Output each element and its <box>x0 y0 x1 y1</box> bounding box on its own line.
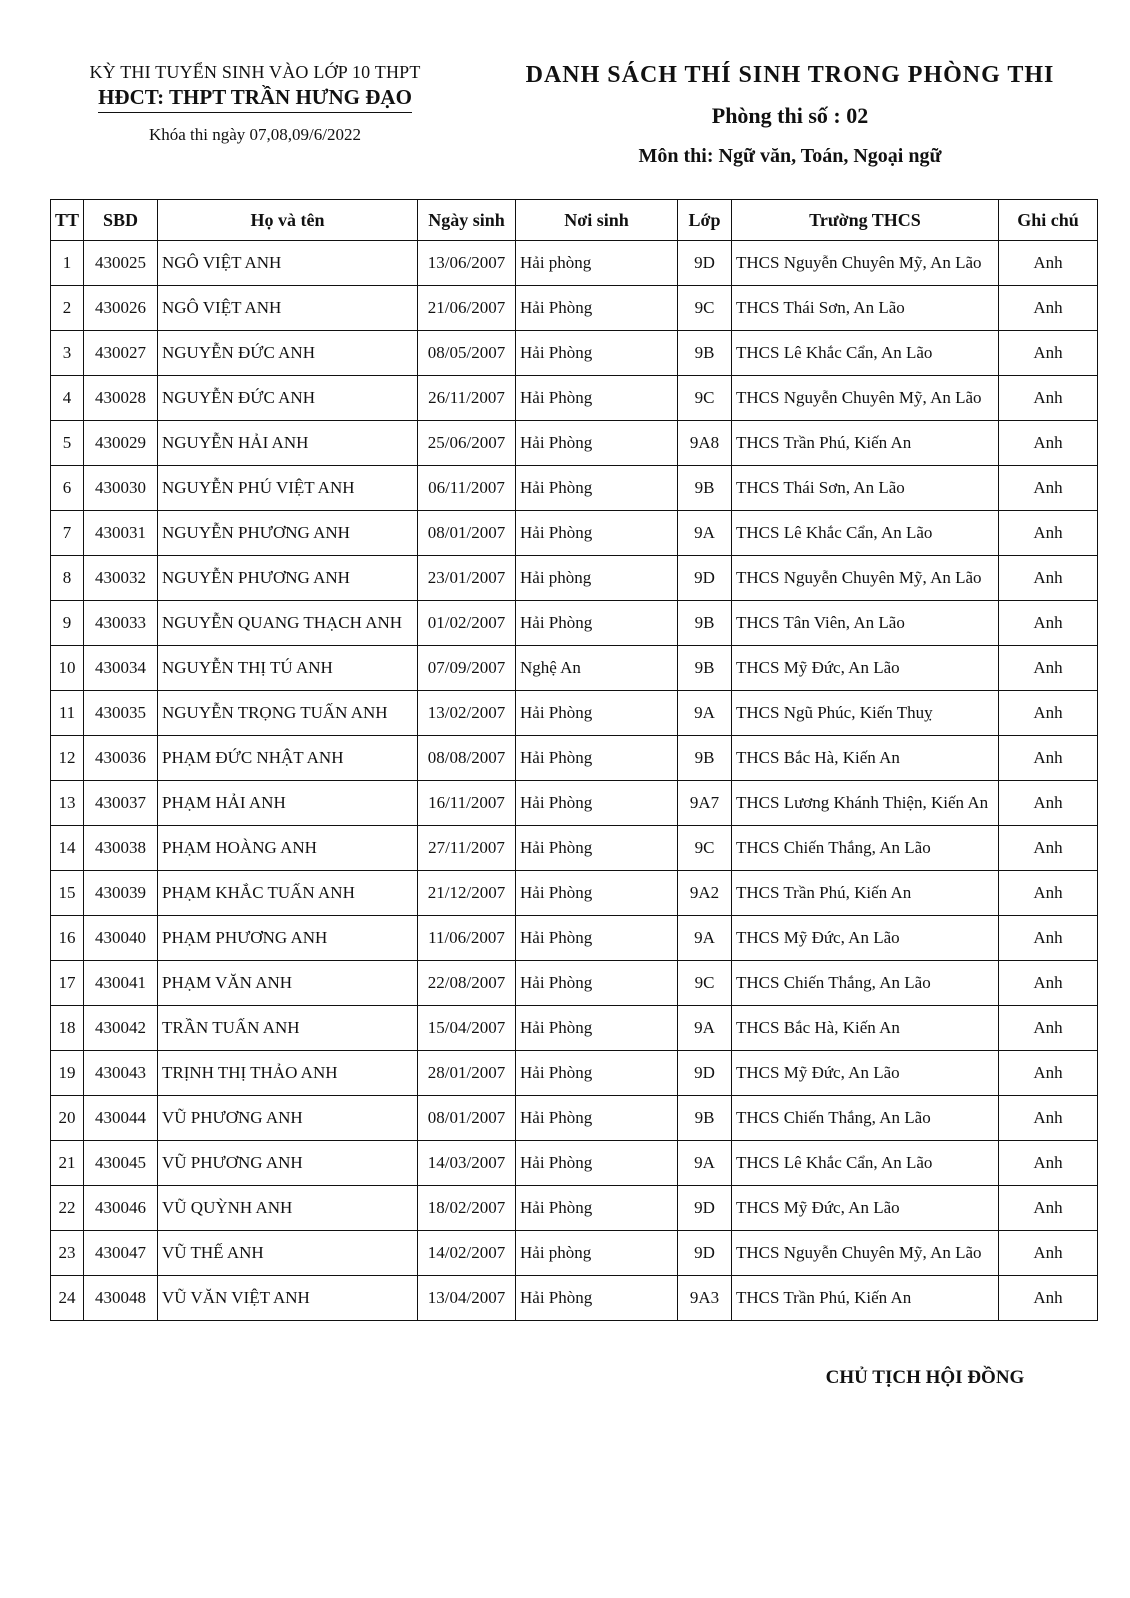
cell-dob: 28/01/2007 <box>418 1051 516 1096</box>
cell-dob: 11/06/2007 <box>418 916 516 961</box>
cell-class: 9D <box>678 1186 732 1231</box>
exam-name: KỲ THI TUYỂN SINH VÀO LỚP 10 THPT <box>89 62 421 82</box>
cell-class: 9B <box>678 466 732 511</box>
cell-pob: Hải Phòng <box>516 871 678 916</box>
cell-school: THCS Mỹ Đức, An Lão <box>732 1051 999 1096</box>
cell-sbd: 430032 <box>84 556 158 601</box>
cell-class: 9A <box>678 916 732 961</box>
cell-pob: Hải Phòng <box>516 1141 678 1186</box>
cell-school: THCS Chiến Thắng, An Lão <box>732 826 999 871</box>
table-row <box>51 1006 1098 1051</box>
cell-school: THCS Chiến Thắng, An Lão <box>732 961 999 1006</box>
table-row <box>51 376 1098 421</box>
cell-dob: 16/11/2007 <box>418 781 516 826</box>
cell-tt: 21 <box>51 1141 84 1186</box>
cell-class: 9B <box>678 331 732 376</box>
cell-class: 9D <box>678 241 732 286</box>
cell-note: Anh <box>999 241 1098 286</box>
table-row <box>51 1186 1098 1231</box>
cell-note: Anh <box>999 826 1098 871</box>
cell-class: 9A <box>678 1141 732 1186</box>
header-right <box>500 62 1080 168</box>
table-row <box>51 421 1098 466</box>
table-header-row <box>51 200 1098 241</box>
cell-dob: 14/03/2007 <box>418 1141 516 1186</box>
table-row <box>51 871 1098 916</box>
cell-class: 9A <box>678 691 732 736</box>
table-row <box>51 781 1098 826</box>
table-row <box>51 1141 1098 1186</box>
cell-sbd: 430029 <box>84 421 158 466</box>
cell-tt: 5 <box>51 421 84 466</box>
cell-school: THCS Lê Khắc Cẩn, An Lão <box>732 331 999 376</box>
cell-tt: 13 <box>51 781 84 826</box>
cell-tt: 16 <box>51 916 84 961</box>
cell-school: THCS Lương Khánh Thiện, Kiến An <box>732 781 999 826</box>
cell-dob: 23/01/2007 <box>418 556 516 601</box>
cell-tt: 7 <box>51 511 84 556</box>
cell-note: Anh <box>999 331 1098 376</box>
cell-name: NGÔ VIỆT ANH <box>158 286 418 331</box>
cell-sbd: 430048 <box>84 1276 158 1321</box>
cell-note: Anh <box>999 871 1098 916</box>
cell-tt: 22 <box>51 1186 84 1231</box>
cell-tt: 14 <box>51 826 84 871</box>
cell-sbd: 430035 <box>84 691 158 736</box>
cell-name: PHẠM HẢI ANH <box>158 781 418 826</box>
cell-class: 9A <box>678 511 732 556</box>
cell-pob: Hải Phòng <box>516 1006 678 1051</box>
cell-dob: 08/05/2007 <box>418 331 516 376</box>
cell-name: TRỊNH THỊ THẢO ANH <box>158 1051 418 1096</box>
col-header-tt: TT <box>51 200 84 241</box>
cell-school: THCS Trần Phú, Kiến An <box>732 871 999 916</box>
cell-sbd: 430039 <box>84 871 158 916</box>
cell-tt: 12 <box>51 736 84 781</box>
cell-tt: 4 <box>51 376 84 421</box>
cell-sbd: 430040 <box>84 916 158 961</box>
cell-tt: 6 <box>51 466 84 511</box>
cell-class: 9D <box>678 1051 732 1096</box>
cell-dob: 01/02/2007 <box>418 601 516 646</box>
cell-sbd: 430044 <box>84 1096 158 1141</box>
cell-pob: Hải Phòng <box>516 691 678 736</box>
cell-pob: Hải Phòng <box>516 466 678 511</box>
cell-name: NGUYỄN PHÚ VIỆT ANH <box>158 466 418 511</box>
cell-dob: 15/04/2007 <box>418 1006 516 1051</box>
cell-dob: 27/11/2007 <box>418 826 516 871</box>
cell-pob: Hải Phòng <box>516 1276 678 1321</box>
table-row <box>51 961 1098 1006</box>
cell-note: Anh <box>999 736 1098 781</box>
cell-class: 9C <box>678 286 732 331</box>
cell-sbd: 430034 <box>84 646 158 691</box>
cell-tt: 11 <box>51 691 84 736</box>
col-header-dob: Ngày sinh <box>418 200 516 241</box>
cell-note: Anh <box>999 691 1098 736</box>
cell-name: NGUYỄN ĐỨC ANH <box>158 331 418 376</box>
col-header-sbd: SBD <box>84 200 158 241</box>
cell-school: THCS Nguyễn Chuyên Mỹ, An Lão <box>732 556 999 601</box>
cell-class: 9A7 <box>678 781 732 826</box>
cell-pob: Hải Phòng <box>516 1096 678 1141</box>
cell-dob: 13/04/2007 <box>418 1276 516 1321</box>
cell-class: 9B <box>678 646 732 691</box>
col-header-class: Lớp <box>678 200 732 241</box>
cell-name: VŨ QUỲNH ANH <box>158 1186 418 1231</box>
cell-sbd: 430042 <box>84 1006 158 1051</box>
table-row <box>51 331 1098 376</box>
table-row <box>51 1051 1098 1096</box>
table-row <box>51 241 1098 286</box>
cell-class: 9A3 <box>678 1276 732 1321</box>
cell-name: VŨ PHƯƠNG ANH <box>158 1096 418 1141</box>
cell-class: 9A8 <box>678 421 732 466</box>
exam-subjects: Môn thi: Ngữ văn, Toán, Ngoại ngữ <box>638 145 942 167</box>
cell-class: 9A <box>678 1006 732 1051</box>
cell-sbd: 430027 <box>84 331 158 376</box>
candidate-table <box>50 199 1098 1321</box>
table-row <box>51 511 1098 556</box>
cell-tt: 8 <box>51 556 84 601</box>
cell-school: THCS Chiến Thắng, An Lão <box>732 1096 999 1141</box>
table-row <box>51 1231 1098 1276</box>
table-row <box>51 601 1098 646</box>
cell-tt: 20 <box>51 1096 84 1141</box>
cell-dob: 25/06/2007 <box>418 421 516 466</box>
cell-school: THCS Mỹ Đức, An Lão <box>732 1186 999 1231</box>
cell-pob: Hải Phòng <box>516 331 678 376</box>
table-row <box>51 826 1098 871</box>
cell-note: Anh <box>999 646 1098 691</box>
cell-class: 9B <box>678 1096 732 1141</box>
cell-dob: 13/06/2007 <box>418 241 516 286</box>
council-name: HĐCT: THPT TRẦN HƯNG ĐẠO <box>98 85 412 113</box>
cell-pob: Hải Phòng <box>516 736 678 781</box>
table-row <box>51 1096 1098 1141</box>
cell-school: THCS Mỹ Đức, An Lão <box>732 646 999 691</box>
cell-tt: 10 <box>51 646 84 691</box>
document-title: DANH SÁCH THÍ SINH TRONG PHÒNG THI <box>525 62 1055 88</box>
cell-class: 9D <box>678 1231 732 1276</box>
cell-school: THCS Nguyễn Chuyên Mỹ, An Lão <box>732 241 999 286</box>
cell-name: NGUYỄN ĐỨC ANH <box>158 376 418 421</box>
cell-dob: 21/06/2007 <box>418 286 516 331</box>
cell-tt: 24 <box>51 1276 84 1321</box>
cell-dob: 21/12/2007 <box>418 871 516 916</box>
cell-school: THCS Mỹ Đức, An Lão <box>732 916 999 961</box>
cell-name: NGUYỄN PHƯƠNG ANH <box>158 511 418 556</box>
cell-sbd: 430043 <box>84 1051 158 1096</box>
cell-dob: 18/02/2007 <box>418 1186 516 1231</box>
cell-name: PHẠM KHẮC TUẤN ANH <box>158 871 418 916</box>
cell-note: Anh <box>999 1051 1098 1096</box>
cell-sbd: 430045 <box>84 1141 158 1186</box>
cell-school: THCS Tân Viên, An Lão <box>732 601 999 646</box>
table-body <box>51 241 1098 1321</box>
cell-school: THCS Nguyễn Chuyên Mỹ, An Lão <box>732 1231 999 1276</box>
cell-name: NGUYỄN QUANG THẠCH ANH <box>158 601 418 646</box>
cell-tt: 18 <box>51 1006 84 1051</box>
table-row <box>51 466 1098 511</box>
exam-dates: Khóa thi ngày 07,08,09/6/2022 <box>148 125 361 144</box>
cell-school: THCS Trần Phú, Kiến An <box>732 1276 999 1321</box>
cell-name: NGUYỄN HẢI ANH <box>158 421 418 466</box>
cell-dob: 08/08/2007 <box>418 736 516 781</box>
table-row <box>51 691 1098 736</box>
cell-pob: Hải Phòng <box>516 1186 678 1231</box>
table-row <box>51 736 1098 781</box>
cell-note: Anh <box>999 376 1098 421</box>
cell-sbd: 430026 <box>84 286 158 331</box>
cell-note: Anh <box>999 1186 1098 1231</box>
signature-title: CHỦ TỊCH HỘI ĐỒNG <box>825 1367 1025 1388</box>
cell-note: Anh <box>999 916 1098 961</box>
table-row <box>51 646 1098 691</box>
cell-pob: Hải Phòng <box>516 376 678 421</box>
cell-dob: 14/02/2007 <box>418 1231 516 1276</box>
cell-name: PHẠM HOÀNG ANH <box>158 826 418 871</box>
table-row <box>51 1276 1098 1321</box>
cell-school: THCS Lê Khắc Cẩn, An Lão <box>732 1141 999 1186</box>
cell-sbd: 430038 <box>84 826 158 871</box>
cell-dob: 08/01/2007 <box>418 1096 516 1141</box>
room-number: Phòng thi số : 02 <box>711 103 869 128</box>
cell-note: Anh <box>999 1231 1098 1276</box>
cell-note: Anh <box>999 556 1098 601</box>
cell-name: PHẠM ĐỨC NHẬT ANH <box>158 736 418 781</box>
col-header-school: Trường THCS <box>732 200 999 241</box>
cell-note: Anh <box>999 1276 1098 1321</box>
cell-sbd: 430037 <box>84 781 158 826</box>
cell-note: Anh <box>999 421 1098 466</box>
cell-pob: Hải Phòng <box>516 916 678 961</box>
cell-class: 9C <box>678 961 732 1006</box>
cell-name: PHẠM VĂN ANH <box>158 961 418 1006</box>
cell-pob: Hải phòng <box>516 241 678 286</box>
cell-class: 9B <box>678 601 732 646</box>
cell-school: THCS Trần Phú, Kiến An <box>732 421 999 466</box>
cell-dob: 07/09/2007 <box>418 646 516 691</box>
cell-school: THCS Bắc Hà, Kiến An <box>732 1006 999 1051</box>
cell-sbd: 430041 <box>84 961 158 1006</box>
cell-school: THCS Lê Khắc Cẩn, An Lão <box>732 511 999 556</box>
cell-tt: 1 <box>51 241 84 286</box>
cell-note: Anh <box>999 1096 1098 1141</box>
cell-name: VŨ THẾ ANH <box>158 1231 418 1276</box>
cell-sbd: 430031 <box>84 511 158 556</box>
cell-school: THCS Nguyễn Chuyên Mỹ, An Lão <box>732 376 999 421</box>
cell-name: PHẠM PHƯƠNG ANH <box>158 916 418 961</box>
cell-tt: 2 <box>51 286 84 331</box>
cell-name: NGUYỄN TRỌNG TUẤN ANH <box>158 691 418 736</box>
table-row <box>51 286 1098 331</box>
header-left <box>50 62 460 145</box>
cell-dob: 08/01/2007 <box>418 511 516 556</box>
cell-pob: Nghệ An <box>516 646 678 691</box>
cell-note: Anh <box>999 601 1098 646</box>
cell-pob: Hải Phòng <box>516 421 678 466</box>
cell-note: Anh <box>999 466 1098 511</box>
cell-dob: 22/08/2007 <box>418 961 516 1006</box>
cell-sbd: 430028 <box>84 376 158 421</box>
cell-note: Anh <box>999 286 1098 331</box>
cell-dob: 26/11/2007 <box>418 376 516 421</box>
cell-school: THCS Ngũ Phúc, Kiến Thuỵ <box>732 691 999 736</box>
cell-name: NGÔ VIỆT ANH <box>158 241 418 286</box>
cell-name: NGUYỄN PHƯƠNG ANH <box>158 556 418 601</box>
cell-tt: 3 <box>51 331 84 376</box>
cell-class: 9A2 <box>678 871 732 916</box>
cell-name: NGUYỄN THỊ TÚ ANH <box>158 646 418 691</box>
cell-tt: 17 <box>51 961 84 1006</box>
cell-pob: Hải phòng <box>516 556 678 601</box>
table-row <box>51 916 1098 961</box>
cell-pob: Hải phòng <box>516 1231 678 1276</box>
cell-pob: Hải Phòng <box>516 511 678 556</box>
cell-pob: Hải Phòng <box>516 826 678 871</box>
cell-sbd: 430030 <box>84 466 158 511</box>
cell-pob: Hải Phòng <box>516 781 678 826</box>
cell-tt: 23 <box>51 1231 84 1276</box>
cell-note: Anh <box>999 781 1098 826</box>
cell-sbd: 430047 <box>84 1231 158 1276</box>
col-header-note: Ghi chú <box>999 200 1098 241</box>
col-header-name: Họ và tên <box>158 200 418 241</box>
cell-sbd: 430033 <box>84 601 158 646</box>
cell-tt: 9 <box>51 601 84 646</box>
cell-dob: 13/02/2007 <box>418 691 516 736</box>
cell-dob: 06/11/2007 <box>418 466 516 511</box>
cell-sbd: 430046 <box>84 1186 158 1231</box>
cell-class: 9B <box>678 736 732 781</box>
cell-tt: 19 <box>51 1051 84 1096</box>
cell-tt: 15 <box>51 871 84 916</box>
cell-note: Anh <box>999 511 1098 556</box>
cell-sbd: 430025 <box>84 241 158 286</box>
cell-school: THCS Bắc Hà, Kiến An <box>732 736 999 781</box>
cell-name: TRẦN TUẤN ANH <box>158 1006 418 1051</box>
cell-name: VŨ PHƯƠNG ANH <box>158 1141 418 1186</box>
cell-school: THCS Thái Sơn, An Lão <box>732 466 999 511</box>
cell-class: 9C <box>678 826 732 871</box>
cell-pob: Hải Phòng <box>516 1051 678 1096</box>
cell-class: 9D <box>678 556 732 601</box>
cell-pob: Hải Phòng <box>516 961 678 1006</box>
cell-class: 9C <box>678 376 732 421</box>
cell-note: Anh <box>999 961 1098 1006</box>
cell-pob: Hải Phòng <box>516 601 678 646</box>
cell-pob: Hải Phòng <box>516 286 678 331</box>
cell-note: Anh <box>999 1141 1098 1186</box>
table-row <box>51 556 1098 601</box>
cell-school: THCS Thái Sơn, An Lão <box>732 286 999 331</box>
col-header-pob: Nơi sinh <box>516 200 678 241</box>
cell-name: VŨ VĂN VIỆT ANH <box>158 1276 418 1321</box>
cell-sbd: 430036 <box>84 736 158 781</box>
cell-note: Anh <box>999 1006 1098 1051</box>
